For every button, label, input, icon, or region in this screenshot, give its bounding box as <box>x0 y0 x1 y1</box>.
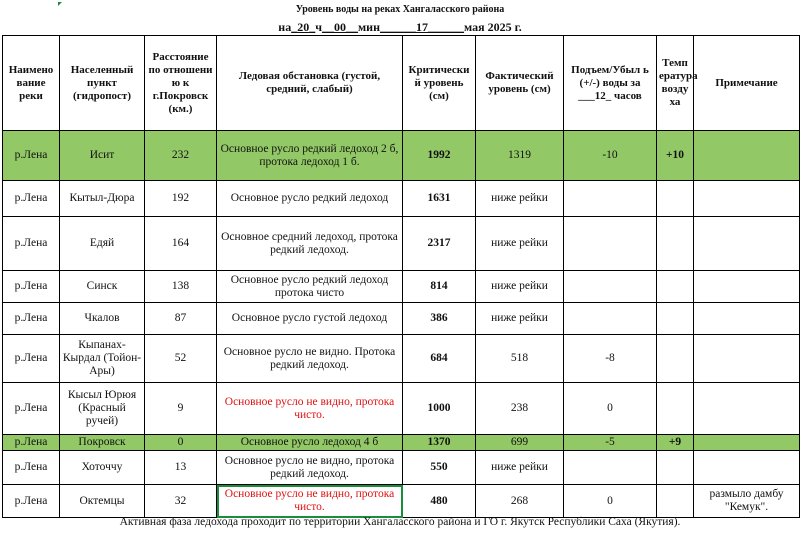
cell-distance[interactable]: 164 <box>145 217 217 271</box>
cell-distance[interactable]: 32 <box>145 485 217 518</box>
cell-river[interactable]: р.Лена <box>3 303 60 335</box>
col-ice[interactable]: Ледовая обстановка (густой, средний, слабый) <box>217 36 403 131</box>
cell-change[interactable] <box>564 303 657 335</box>
table-header-row <box>3 36 800 131</box>
cell-distance[interactable]: 52 <box>145 335 217 383</box>
water-level-table <box>2 35 800 518</box>
cell-post[interactable]: Синск <box>60 271 145 303</box>
cell-river[interactable]: р.Лена <box>3 131 60 181</box>
cell-actual[interactable]: 238 <box>476 383 564 435</box>
cell-note[interactable] <box>694 181 800 217</box>
cell-distance[interactable]: 9 <box>145 383 217 435</box>
cell-temp[interactable] <box>657 217 694 271</box>
cell-distance[interactable]: 192 <box>145 181 217 217</box>
cell-change[interactable]: 0 <box>564 383 657 435</box>
cell-river[interactable]: р.Лена <box>3 181 60 217</box>
cell-river[interactable]: р.Лена <box>3 451 60 485</box>
cell-post[interactable]: Чкалов <box>60 303 145 335</box>
cell-note[interactable] <box>694 271 800 303</box>
report-date-line: на_20_ч__00__мин______17______мая 2025 г. <box>278 20 522 34</box>
table-row <box>3 271 800 303</box>
cell-post[interactable]: Хоточчу <box>60 451 145 485</box>
date-hour: 20 <box>297 20 310 34</box>
cell-ice[interactable]: Основное русло редкий ледоход протока чисто <box>217 271 403 303</box>
cell-note[interactable] <box>694 303 800 335</box>
cell-ice[interactable]: Основное русло густой ледоход <box>217 303 403 335</box>
cell-actual[interactable]: 699 <box>476 435 564 451</box>
cell-critical[interactable]: 1370 <box>403 435 476 451</box>
cell-actual[interactable]: ниже рейки <box>476 451 564 485</box>
cell-temp[interactable]: +10 <box>657 131 694 181</box>
cell-river[interactable]: р.Лена <box>3 435 60 451</box>
table-row <box>3 451 800 485</box>
cell-critical[interactable]: 480 <box>403 485 476 518</box>
col-distance[interactable]: Расстояние по отношени ю к г.Покровск (км.) <box>145 36 217 131</box>
table-row <box>3 383 800 435</box>
cell-post[interactable]: Едяй <box>60 217 145 271</box>
cell-change[interactable] <box>564 451 657 485</box>
cell-river[interactable]: р.Лена <box>3 217 60 271</box>
table-row <box>3 335 800 383</box>
cell-change[interactable] <box>564 271 657 303</box>
cell-distance[interactable]: 87 <box>145 303 217 335</box>
cell-post[interactable]: Кытыл-Дюра <box>60 181 145 217</box>
cell-actual[interactable]: ниже рейки <box>476 217 564 271</box>
cell-change[interactable]: -8 <box>564 335 657 383</box>
cell-distance[interactable]: 232 <box>145 131 217 181</box>
report-title: Уровень воды на реках Хангаласского района <box>295 4 505 15</box>
cell-change[interactable] <box>564 181 657 217</box>
cell-post[interactable]: Кыпанах-Кырдал (Тойон-Ары) <box>60 335 145 383</box>
date-minute: 00 <box>334 20 346 34</box>
table-row <box>3 181 800 217</box>
cell-distance[interactable]: 138 <box>145 271 217 303</box>
date-minute-unit: мин <box>358 20 381 34</box>
cell-ice[interactable]: Основное русло не видно, протока редкий ледоход. <box>217 451 403 485</box>
cell-temp[interactable] <box>657 383 694 435</box>
cell-temp[interactable] <box>657 451 694 485</box>
cell-actual[interactable]: 518 <box>476 335 564 383</box>
cell-ice[interactable]: Основное русло редкий ледоход 2 б, протока ледоход 1 б. <box>217 131 403 181</box>
cell-river[interactable]: р.Лена <box>3 485 60 518</box>
cell-note[interactable]: размыло дамбу "Кемук". <box>694 485 800 518</box>
cell-note[interactable] <box>694 451 800 485</box>
cell-note[interactable] <box>694 217 800 271</box>
cell-temp[interactable] <box>657 181 694 217</box>
col-post[interactable]: Населенный пункт (гидропост) <box>60 36 145 131</box>
cell-ice[interactable]: Основное русло редкий ледоход <box>217 181 403 217</box>
col-actual[interactable]: Фактический уровень (см) <box>476 36 564 131</box>
cell-river[interactable]: р.Лена <box>3 335 60 383</box>
cell-critical[interactable]: 1631 <box>403 181 476 217</box>
cell-ice[interactable]: Основное средний ледоход, протока редкий ледоход. <box>217 217 403 271</box>
cell-actual[interactable]: ниже рейки <box>476 303 564 335</box>
cell-post[interactable]: Кысыл Юрюя (Красный ручей) <box>60 383 145 435</box>
col-river[interactable]: Наимено вание реки <box>3 36 60 131</box>
col-critical[interactable]: Критически й уровень (см) <box>403 36 476 131</box>
cell-ice[interactable]: Основное русло не видно, протока чисто. <box>217 383 403 435</box>
cell-post[interactable]: Октемцы <box>60 485 145 518</box>
cell-temp[interactable] <box>657 303 694 335</box>
cell-change[interactable] <box>564 217 657 271</box>
table-row <box>3 217 800 271</box>
date-month-year: мая 2025 г. <box>464 20 522 34</box>
table-row <box>3 303 800 335</box>
date-hour-unit: ч <box>315 20 322 34</box>
cell-note[interactable] <box>694 131 800 181</box>
cell-distance[interactable]: 13 <box>145 451 217 485</box>
cell-note[interactable] <box>694 383 800 435</box>
cell-note[interactable] <box>694 435 800 451</box>
col-note[interactable]: Примечание <box>694 36 800 131</box>
table-row <box>3 131 800 181</box>
cell-actual[interactable]: ниже рейки <box>476 181 564 217</box>
cell-change[interactable]: -5 <box>564 435 657 451</box>
cell-critical[interactable]: 550 <box>403 451 476 485</box>
date-day: 17 <box>416 20 429 34</box>
col-temp[interactable]: Темп ература возду ха <box>657 36 694 131</box>
footer-note: Активная фаза ледохода проходит по территории Хангаласского района и ГО г. Якутск Республики Саха (Якутия). <box>119 516 681 528</box>
cell-critical[interactable]: 814 <box>403 271 476 303</box>
date-prefix: на <box>278 20 292 34</box>
cell-temp[interactable]: +9 <box>657 435 694 451</box>
cell-temp[interactable] <box>657 271 694 303</box>
cell-ice[interactable]: Основное русло не видно. Протока редкий ледоход. <box>217 335 403 383</box>
cell-river[interactable]: р.Лена <box>3 271 60 303</box>
cell-change[interactable]: -10 <box>564 131 657 181</box>
cell-note[interactable] <box>694 335 800 383</box>
cell-post[interactable]: Исит <box>60 131 145 181</box>
cell-critical[interactable]: 1992 <box>403 131 476 181</box>
cell-post[interactable]: Покровск <box>60 435 145 451</box>
cell-river[interactable]: р.Лена <box>3 383 60 435</box>
cell-temp[interactable] <box>657 485 694 518</box>
table-row <box>3 435 800 451</box>
cell-distance[interactable]: 0 <box>145 435 217 451</box>
cell-actual[interactable]: ниже рейки <box>476 271 564 303</box>
cell-actual[interactable]: 1319 <box>476 131 564 181</box>
cell-change[interactable]: 0 <box>564 485 657 518</box>
col-change[interactable]: Подъем/Убыл ь (+/-) воды за ___12_ часов <box>564 36 657 131</box>
cell-critical[interactable]: 1000 <box>403 383 476 435</box>
table-row <box>3 485 800 518</box>
cell-ice[interactable]: Основное русло ледоход 4 б <box>217 435 403 451</box>
cell-critical[interactable]: 2317 <box>403 217 476 271</box>
cell-critical[interactable]: 684 <box>403 335 476 383</box>
cell-ice-selected[interactable]: Основное русло не видно, протока чисто. <box>217 485 403 518</box>
cell-actual[interactable]: 268 <box>476 485 564 518</box>
cell-critical[interactable]: 386 <box>403 303 476 335</box>
cell-temp[interactable] <box>657 335 694 383</box>
